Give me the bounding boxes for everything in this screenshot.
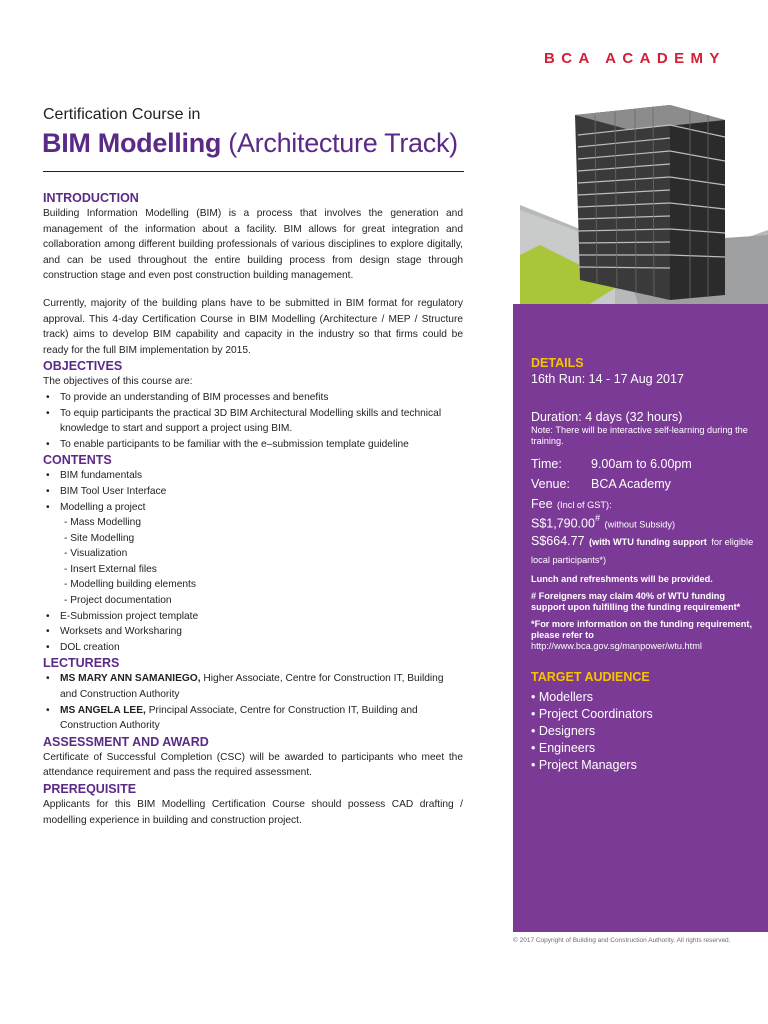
objectives-intro: The objectives of this course are: bbox=[43, 376, 193, 388]
course-pre-title: Certification Course in bbox=[43, 106, 201, 123]
duration: Duration: 4 days (32 hours) bbox=[531, 410, 683, 424]
introduction-heading: INTRODUCTION bbox=[43, 191, 139, 205]
list-item: • E-Submission project template bbox=[43, 609, 463, 625]
contents-list bbox=[43, 468, 463, 515]
list-item: - Modelling building elements bbox=[64, 579, 196, 591]
lecturer-item bbox=[43, 671, 463, 702]
contents-heading: CONTENTS bbox=[43, 453, 112, 468]
prerequisite-text: Applicants for this BIM Modelling Certification Course should possess CAD drafting / modelling experience in building and construction project. bbox=[43, 799, 463, 826]
fee-label-row bbox=[531, 495, 759, 513]
list-item: - Visualization bbox=[64, 548, 128, 560]
duration-note: Note: There will be interactive self-learning during the training. bbox=[531, 425, 748, 446]
funding-info: *For more information on the funding requirement, please refer to bbox=[531, 619, 753, 641]
title-divider bbox=[43, 171, 464, 172]
assessment-text: Certificate of Successful Completion (CSC) will be awarded to participants who meet the attendance requirement and pass the required assessment. bbox=[43, 751, 463, 779]
time-value: 9.00am to 6.00pm bbox=[591, 457, 692, 471]
contents-sublist bbox=[43, 515, 463, 609]
list-item: • BIM fundamentals bbox=[43, 468, 463, 484]
fee-mark: # bbox=[594, 513, 601, 523]
fee-with-subsidy bbox=[531, 532, 759, 568]
fee-without-subsidy bbox=[531, 513, 759, 532]
lecturer-desc: Higher Associate, Centre for Construction IT, Building and Construction Authority bbox=[60, 673, 444, 701]
venue-value: BCA Academy bbox=[591, 477, 671, 491]
building-model-illustration bbox=[520, 95, 768, 310]
prerequisite-heading: PREREQUISITE bbox=[43, 782, 137, 796]
fee-amount-1: S$1,790.00 bbox=[531, 516, 595, 531]
list-item: • Project Managers bbox=[531, 757, 759, 774]
list-item: • Worksets and Worksharing bbox=[43, 624, 463, 640]
time-row bbox=[531, 456, 759, 472]
foreigners-note: # Foreigners may claim 40% of WTU funding support upon fulfilling the funding requirement* bbox=[531, 591, 741, 613]
fee-note-2: for eligible local participants*) bbox=[531, 537, 754, 566]
list-item: • Project Coordinators bbox=[531, 706, 759, 723]
lecturer-name: MS ANGELA LEE, bbox=[60, 704, 146, 716]
list-item: • Engineers bbox=[531, 740, 759, 757]
venue-row bbox=[531, 476, 759, 492]
list-item: - Site Modelling bbox=[64, 532, 135, 544]
fee-label: Fee bbox=[531, 497, 553, 511]
lecturer-item bbox=[43, 703, 463, 734]
copyright-footer: © 2017 Copyright of Building and Construction Authority. All rights reserved. bbox=[513, 937, 731, 944]
lunch-note: Lunch and refreshments will be provided. bbox=[531, 574, 713, 585]
left-column bbox=[43, 190, 463, 828]
lecturers-heading: LECTURERS bbox=[43, 656, 120, 671]
title-track: (Architecture Track) bbox=[228, 128, 458, 158]
course-title bbox=[42, 128, 458, 159]
objectives-list bbox=[43, 390, 463, 452]
time-label: Time: bbox=[531, 457, 562, 471]
list-item: • To provide an understanding of BIM processes and benefits bbox=[43, 390, 463, 406]
list-item: - Project documentation bbox=[64, 595, 172, 607]
list-item: • To enable participants to be familiar with the e–submission template guideline bbox=[43, 437, 463, 453]
list-item: - Insert External files bbox=[64, 563, 157, 575]
target-audience-list bbox=[531, 689, 759, 774]
introduction-paragraph-2: Currently, majority of the building plans have to be submitted in BIM format for regulatory approval. This 4-day Certification Course in BIM Modelling (Architecture / MEP / Structure track) aims to develop BIM capability and capacity in the industry so that firms could be ready for the full BIM implementation by 2015. bbox=[43, 297, 463, 356]
list-item: • DOL creation bbox=[43, 640, 463, 656]
fee-amount-2: S$664.77 bbox=[531, 534, 585, 549]
list-item: • Modelling a project bbox=[43, 500, 463, 516]
brand-logo: BCA ACADEMY bbox=[544, 50, 726, 67]
objectives-heading: OBJECTIVES bbox=[43, 359, 123, 374]
introduction-paragraph-1: Building Information Modelling (BIM) is a process that involves the generation and management of the information about a facility. BIM allows for great integration and collaboration among different building professionals of various disciplines to explore digitally, and can be used throughout the entire building process from design stage through construction stage and even post construction building management. bbox=[43, 208, 463, 282]
fee-note-1: (without Subsidy) bbox=[604, 519, 675, 530]
lecturer-desc: Principal Associate, Centre for Construction IT, Building and Construction Authority bbox=[60, 704, 418, 732]
assessment-heading: ASSESSMENT AND AWARD bbox=[43, 734, 209, 749]
fee-gst: (Incl of GST): bbox=[557, 500, 612, 510]
list-item: • Designers bbox=[531, 723, 759, 740]
venue-label: Venue: bbox=[531, 477, 570, 491]
funding-url[interactable]: http://www.bca.gov.sg/manpower/wtu.html bbox=[531, 641, 702, 652]
title-bold: BIM Modelling bbox=[42, 128, 222, 158]
lecturers-list bbox=[43, 671, 463, 733]
list-item: • Modellers bbox=[531, 689, 759, 706]
list-item: - Mass Modelling bbox=[64, 517, 141, 529]
fee-wtu: (with WTU funding support bbox=[588, 537, 707, 548]
details-panel bbox=[513, 304, 768, 932]
list-item: • To equip participants the practical 3D BIM Architectural Modelling skills and technical knowledge to start and support a project using BIM. bbox=[43, 406, 463, 437]
details-heading: DETAILS bbox=[531, 356, 584, 370]
lecturer-name: MS MARY ANN SAMANIEGO, bbox=[60, 673, 201, 685]
run-dates: 16th Run: 14 - 17 Aug 2017 bbox=[531, 372, 684, 386]
target-audience-heading: TARGET AUDIENCE bbox=[531, 670, 650, 685]
contents-list-2 bbox=[43, 609, 463, 656]
list-item: • BIM Tool User Interface bbox=[43, 484, 463, 500]
